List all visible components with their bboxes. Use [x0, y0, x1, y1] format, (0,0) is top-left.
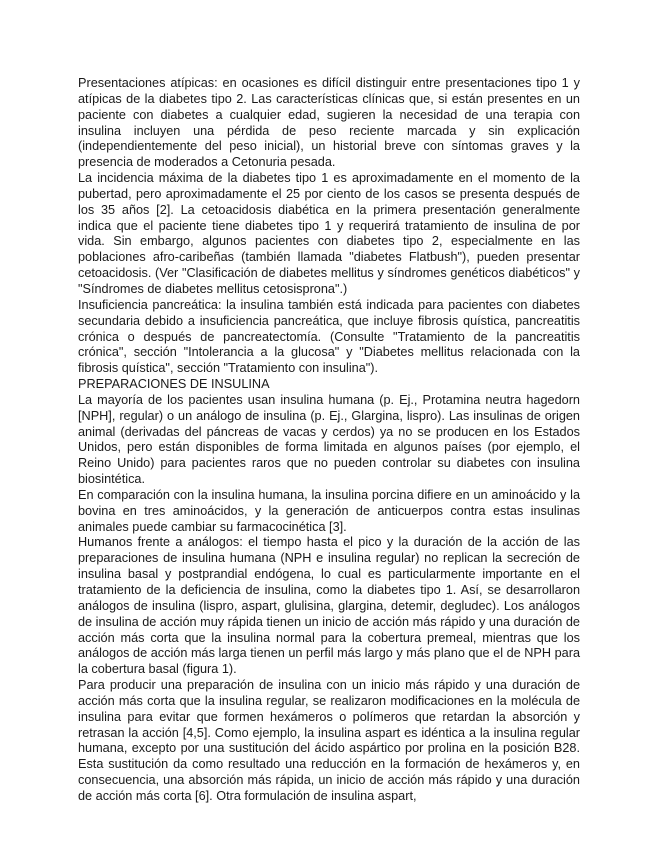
paragraph-porcine-bovine: En comparación con la insulina humana, la insulina porcina difiere en un aminoácido y la bovina en tres aminoácidos, y la generación de anticuerpos contra estas insulinas animales puede cambiar su farmacocinética [3]. — [78, 487, 580, 534]
paragraph-rapid-preparation: Para producir una preparación de insulina con un inicio más rápido y una duración de acción más corta que la insulina regular, se realizaron modificaciones en la molécula de insulina para evitar que formen hexámeros o polímeros que retardan la absorción y retrasan la acción [4,5]. Como ejemplo, la insulina aspart es idéntica a la insulina regular humana, excepto por una sustitución del ácido aspártico por prolina en la posición B28. Esta sustitución da como resultado una reducción en la formación de hexámeros y, en consecuencia, una absorción más rápida, un inicio de acción más rápido y una duración de acción más corta [6]. Otra formulación de insulina aspart, — [78, 678, 580, 803]
document-page — [78, 76, 580, 805]
paragraph-pancreatic-insufficiency: Insuficiencia pancreática: la insulina también está indicada para pacientes con diabetes secundaria debido a insuficiencia pancreática, que incluye fibrosis quística, pancreatitis crónica o después de pancreatectomía. (Consulte "Tratamiento de la pancreatitis crónica", sección "Intolerancia a la glucosa" y "Diabetes mellitus relacionada con la fibrosis quística", sección "Tratamiento con insulina"). — [78, 297, 580, 376]
paragraph-human-vs-analogs: Humanos frente a análogos: el tiempo hasta el pico y la duración de la acción de las preparaciones de insulina humana (NPH e insulina regular) no replican la secreción de insulina basal y postprandial endógena, lo cual es particularmente importante en el tratamiento de la deficiencia de insulina, como la diabetes tipo 1. Así, se desarrollaron análogos de insulina (lispro, aspart, glulisina, glargina, detemir, degludec). Los análogos de insulina de acción muy rápida tienen un inicio de acción más rápido y una duración de acción más corta que la insulina normal para la cobertura premeal, mientras que los análogos de acción más larga tienen un perfil más largo y más plano que el de NPH para la cobertura basal (figura 1). — [78, 535, 580, 677]
paragraph-human-insulin: La mayoría de los pacientes usan insulina humana (p. Ej., Protamina neutra hagedorn [NPH], regular) o un análogo de insulina (p. Ej., Glargina, lispro). Las insulinas de origen animal (derivadas del páncreas de vacas y cerdos) ya no se producen en los Estados Unidos, pero están disponibles de forma limitada en algunos países (por ejemplo, el Reino Unido) para pacientes raros que no pueden controlar su diabetes con insulina biosintética. — [78, 392, 580, 487]
section-heading: PREPARACIONES DE INSULINA — [78, 377, 270, 392]
paragraph-peak-incidence: La incidencia máxima de la diabetes tipo 1 es aproximadamente en el momento de la pubertad, pero aproximadamente el 25 por ciento de los casos se presenta después de los 35 años [2]. La cetoacidosis diabética en la primera presentación generalmente indica que el paciente tiene diabetes tipo 1 y requerirá tratamiento de insulina de por vida. Sin embargo, algunos pacientes con diabetes tipo 2, especialmente en las poblaciones afro-caribeñas (también llamada "diabetes Flatbush"), pueden presentar cetoacidosis. (Ver "Clasificación de diabetes mellitus y síndromes genéticos diabéticos" y "Síndromes de diabetes mellitus cetosispronа".) — [78, 171, 580, 296]
paragraph-atypical-presentations: Presentaciones atípicas: en ocasiones es difícil distinguir entre presentaciones tipo 1 y atípicas de la diabetes tipo 2. Las características clínicas que, si están presentes en un paciente con diabetes a cualquier edad, sugieren la necesidad de una terapia con insulina incluyen una pérdida de peso reciente marcada y sin explicación (independientemente del peso inicial), un historial breve con síntomas graves y la presencia de moderados a Cetonuria pesada. — [78, 76, 580, 170]
